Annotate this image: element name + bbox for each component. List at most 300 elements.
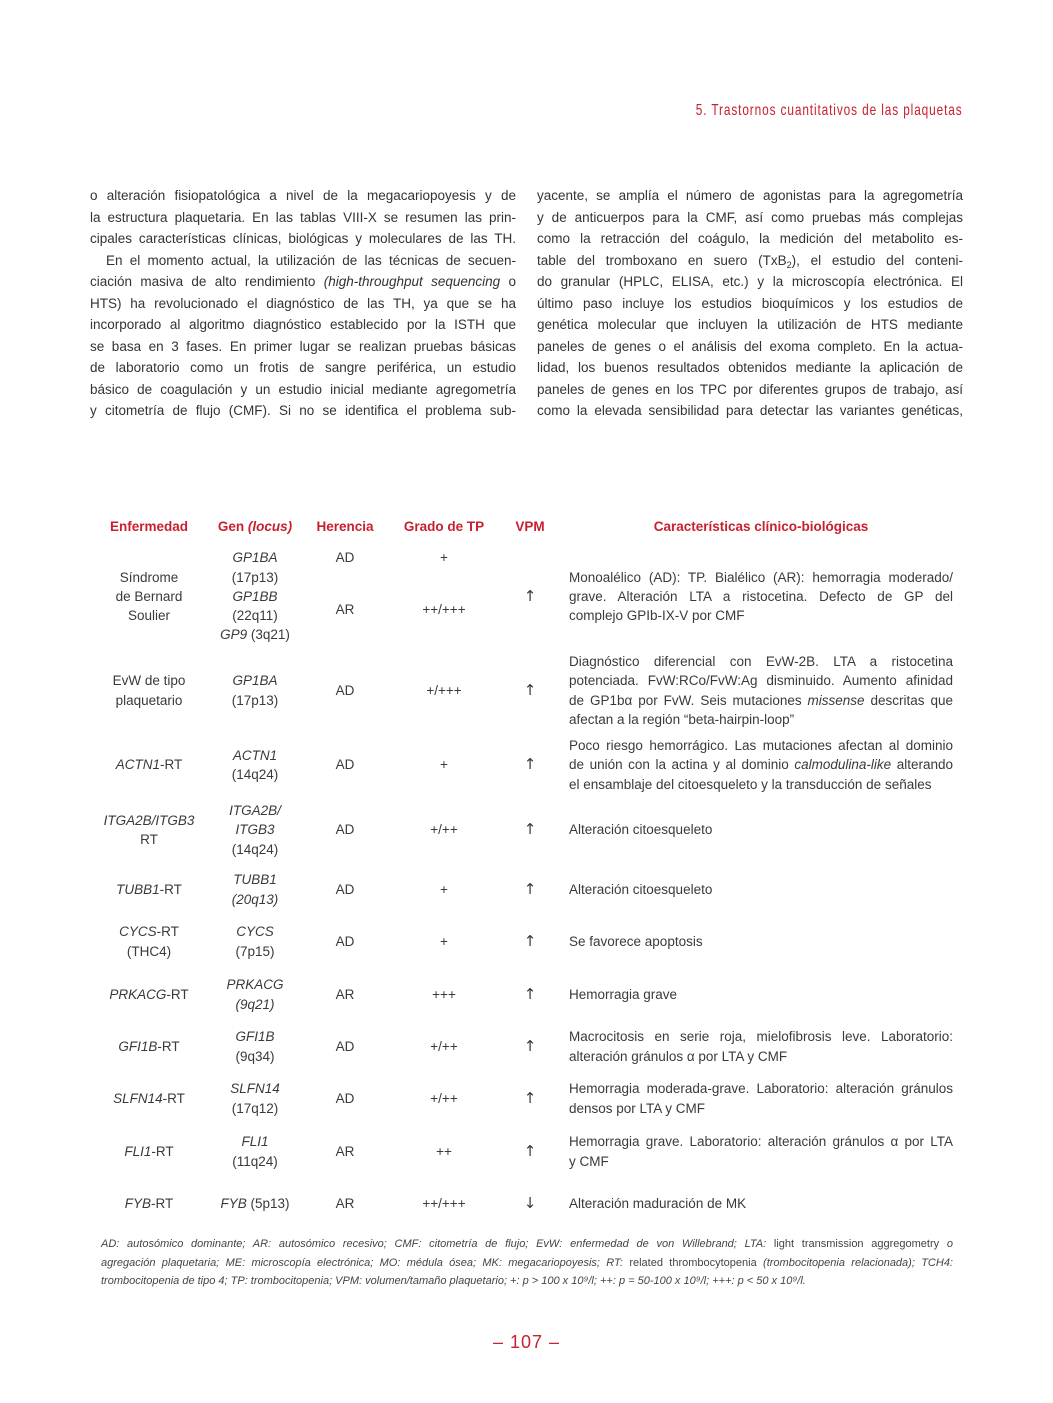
arrow-up-icon: ↑ xyxy=(523,820,537,839)
text-segment: Hemorragia grave xyxy=(569,986,678,1002)
text-segment: y CMF xyxy=(569,1153,609,1169)
text-segment: descritas que xyxy=(864,692,954,708)
vpm-cell xyxy=(508,1132,552,1171)
inheritance-cell xyxy=(305,736,385,794)
body-text-line xyxy=(537,293,963,315)
text-segment: Se favorece apoptosis xyxy=(569,933,703,949)
text-segment: (14q24) xyxy=(231,767,279,782)
text-segment: (7p15) xyxy=(235,943,275,959)
gene-line xyxy=(205,801,305,820)
gene-line xyxy=(205,1079,305,1098)
inheritance-value: AD xyxy=(335,1090,355,1106)
gene-line xyxy=(205,587,305,606)
table-header-row xyxy=(0,517,1053,537)
grade-value: +/+++ xyxy=(426,682,462,698)
features-line xyxy=(569,671,953,690)
body-text-line xyxy=(90,357,516,379)
inheritance-cell xyxy=(305,1132,385,1171)
grade-cell xyxy=(392,1194,496,1213)
text-segment: último paso incluye los estudios bioquímicos y los estudios de xyxy=(537,295,963,311)
page-number: – 107 – xyxy=(492,1332,561,1352)
gene-line xyxy=(205,1047,305,1066)
disease-line xyxy=(90,942,208,961)
table-row xyxy=(0,801,1053,859)
inheritance-value: AD xyxy=(335,682,355,698)
inheritance-value: AR xyxy=(335,602,355,617)
text-segment: el ensamblaje del citoesqueleto y la transducción de señales xyxy=(569,776,932,792)
body-text-line xyxy=(537,357,963,379)
text-segment: HTS) ha revolucionado el diagnóstico de las TH, ya que se ha xyxy=(90,295,516,311)
features-line xyxy=(569,1027,953,1046)
grade-value: + xyxy=(440,933,448,949)
text-segment: (trombocitopenia relacionada); TCH4: xyxy=(756,1256,953,1269)
disease-line xyxy=(90,985,208,1004)
disease-cell xyxy=(90,1132,208,1171)
inheritance-cell xyxy=(305,548,385,645)
gene-cell xyxy=(205,548,305,645)
text-segment: como la retracción del coágulo, la medición del metabolito es- xyxy=(537,231,963,246)
text-segment: PRKACG xyxy=(226,977,284,993)
disease-line xyxy=(90,1037,208,1056)
body-text-line xyxy=(90,228,516,250)
header-label xyxy=(569,517,953,536)
grade-value: + xyxy=(440,757,448,773)
grade-cell xyxy=(392,1027,496,1066)
features-line xyxy=(569,1047,953,1066)
grade-cell xyxy=(392,652,496,729)
text-segment: (3q21) xyxy=(247,627,290,643)
inheritance-value: AD xyxy=(335,550,355,565)
text-segment: SLFN14 xyxy=(230,1081,280,1097)
gene-line xyxy=(205,1194,305,1213)
features-line xyxy=(569,710,953,729)
disease-line xyxy=(90,568,208,587)
disease-cell xyxy=(90,1079,208,1118)
gene-line xyxy=(205,691,305,710)
text-segment: (17p13) xyxy=(231,569,279,585)
text-segment: GP1BB xyxy=(232,588,278,604)
header-label xyxy=(205,517,305,536)
text-segment: FYB xyxy=(124,1195,151,1211)
features-line xyxy=(569,1152,953,1171)
text-segment: do granular (HPLC, ELISA, etc.) y la microscopía electrónica. El xyxy=(537,274,963,289)
text-segment: (14q24) xyxy=(231,841,279,857)
disease-line xyxy=(90,922,208,941)
header-caracteristicas xyxy=(569,517,953,537)
gene-line xyxy=(205,671,305,690)
disease-line xyxy=(90,691,208,710)
running-title: 5. Trastornos cuantitativos de las plaquetas xyxy=(696,102,963,119)
text-segment: Diagnóstico diferencial con EvW-2B. LTA a ristocetina xyxy=(569,653,953,669)
features-line xyxy=(569,1099,953,1118)
gene-cell xyxy=(205,1132,305,1171)
vpm-cell xyxy=(508,652,552,729)
inheritance-cell xyxy=(305,1079,385,1118)
text-segment: ciación masiva de alto rendimiento xyxy=(90,274,324,289)
text-segment: Hemorragia grave. Laboratorio: alteración gránulos α por LTA xyxy=(569,1134,953,1150)
text-segment: -RT xyxy=(151,1143,174,1159)
inheritance-cell xyxy=(305,652,385,729)
text-segment: Síndrome xyxy=(119,569,179,585)
text-segment: complejo GPIb-IX-V por CMF xyxy=(569,608,745,624)
gene-line xyxy=(205,922,305,941)
vpm-cell xyxy=(508,1027,552,1066)
grade-value: +/++ xyxy=(430,1090,458,1106)
body-text-line xyxy=(90,271,516,293)
text-segment: de laboratorio como un frotis de sangre periférica, un estudio xyxy=(90,360,516,375)
footnote-line xyxy=(101,1272,953,1291)
features-cell xyxy=(569,922,953,961)
text-segment: (high-throughput sequencing xyxy=(323,274,501,289)
table-row xyxy=(0,1027,1053,1066)
grade-value: +/++ xyxy=(430,822,458,838)
text-segment: Herencia xyxy=(316,519,374,535)
text-segment: (locus) xyxy=(247,519,293,535)
text-segment: ITGB3 xyxy=(235,822,275,838)
text-segment: calmodulina-like xyxy=(794,757,892,773)
features-line xyxy=(569,1079,953,1098)
inheritance-cell xyxy=(305,922,385,961)
inheritance-value: AR xyxy=(335,1195,355,1211)
text-segment: Grado de TP xyxy=(403,519,485,535)
body-text-line xyxy=(537,228,963,250)
text-segment: incorporado al algoritmo diagnóstico establecido por la ISTH que xyxy=(90,317,516,332)
gene-line xyxy=(205,568,305,587)
gene-line xyxy=(205,548,305,567)
features-line xyxy=(569,932,953,951)
footnote-line xyxy=(101,1235,953,1254)
text-segment: ACTN1 xyxy=(232,747,278,763)
text-segment: de GP1bα por FvW. Seis mutaciones xyxy=(569,692,808,708)
text-segment: -RT xyxy=(156,924,179,940)
text-segment: (17q12) xyxy=(231,1100,279,1116)
body-text-line xyxy=(90,379,516,401)
text-segment: TUBB1 xyxy=(116,881,160,897)
gene-cell xyxy=(205,736,305,794)
header-herencia xyxy=(305,517,385,537)
body-text-line xyxy=(90,185,516,207)
body-text-line xyxy=(90,314,516,336)
features-line xyxy=(569,736,953,755)
inheritance-cell xyxy=(305,1194,385,1213)
gene-cell xyxy=(205,1027,305,1066)
grade-cell xyxy=(392,1132,496,1171)
text-segment: Enfermedad xyxy=(109,519,189,535)
vpm-cell xyxy=(508,548,552,645)
table-row xyxy=(0,1194,1053,1213)
text-segment: missense xyxy=(807,692,865,708)
features-cell xyxy=(569,870,953,909)
vpm-cell xyxy=(508,801,552,859)
header-label xyxy=(90,517,208,536)
text-segment: potenciada. FvW:RCo/FvW:Ag disminuido. Aumento afinidad xyxy=(569,673,953,689)
gene-cell xyxy=(205,801,305,859)
features-cell xyxy=(569,1027,953,1066)
disease-cell xyxy=(90,975,208,1014)
arrow-up-icon: ↑ xyxy=(523,984,537,1003)
features-line xyxy=(569,587,953,606)
header-label xyxy=(508,517,552,536)
disease-cell xyxy=(90,1194,208,1213)
body-text-line xyxy=(537,336,963,358)
text-segment: Características clínico-biológicas xyxy=(653,519,869,535)
text-segment: genética molecular que incluyen la utilización de HTS mediante xyxy=(537,317,963,332)
text-segment: Macrocitosis en serie roja, mielofibrosis leve. Laboratorio: xyxy=(569,1029,953,1045)
arrow-up-icon: ↑ xyxy=(523,879,537,898)
inheritance-value: AD xyxy=(335,757,355,773)
body-text-line xyxy=(90,336,516,358)
body-left-column xyxy=(90,185,516,422)
vpm-cell xyxy=(508,922,552,961)
grade-value: + xyxy=(440,550,448,565)
body-text-line xyxy=(537,400,963,422)
grade-cell xyxy=(392,1079,496,1118)
features-cell xyxy=(569,801,953,859)
table-row xyxy=(0,548,1053,645)
table-row xyxy=(0,922,1053,961)
features-cell xyxy=(569,975,953,1014)
text-segment: paneles de genes o el análisis del exoma completo. En la actua- xyxy=(537,338,963,354)
text-segment: cipales características clínicas, biológicas y moleculares de las TH. xyxy=(90,231,516,246)
vpm-cell xyxy=(508,870,552,909)
text-segment: básico de coagulación y un estudio inicial mediante agregometría xyxy=(90,381,516,397)
features-line xyxy=(569,606,953,625)
gene-line xyxy=(205,606,305,625)
inheritance-value: AD xyxy=(335,822,355,838)
text-segment: FYB xyxy=(220,1195,247,1211)
table-row xyxy=(0,1132,1053,1171)
features-line xyxy=(569,820,953,839)
grade-cell xyxy=(392,548,496,645)
inheritance-cell xyxy=(305,870,385,909)
inheritance-cell xyxy=(305,1027,385,1066)
header-vpm xyxy=(508,517,552,537)
grade-value: +++ xyxy=(432,986,456,1002)
body-text-line xyxy=(537,185,963,207)
arrow-down-icon: ↓ xyxy=(523,1193,537,1212)
features-line xyxy=(569,775,953,794)
gene-line xyxy=(205,840,305,859)
text-segment: ACTN1 xyxy=(115,757,160,773)
body-right-column xyxy=(537,185,963,422)
disease-line xyxy=(90,1194,208,1213)
gene-line xyxy=(205,890,305,909)
arrow-up-icon: ↑ xyxy=(523,586,537,605)
text-segment: CYCS xyxy=(236,924,274,940)
text-segment: Alteración maduración de MK xyxy=(569,1195,747,1211)
text-segment: GFI1B xyxy=(118,1038,158,1054)
text-segment: FLI1 xyxy=(124,1143,152,1159)
gene-line xyxy=(205,1132,305,1151)
text-segment: (5p13) xyxy=(246,1195,290,1211)
text-segment: (17p13) xyxy=(231,692,279,708)
gene-cell xyxy=(205,922,305,961)
text-segment: como la elevada sensibilidad para detectar las variantes genéticas, xyxy=(537,403,963,418)
text-segment: y de anticuerpos para la CMF, así como pruebas más complejas xyxy=(537,209,963,225)
text-segment: Soulier xyxy=(127,608,171,624)
body-text-line xyxy=(90,400,516,422)
body-text-line xyxy=(90,293,516,315)
text-segment: AD: autosómico dominante; AR: autosómico recesivo; CMF: citometría de flujo; EvW: enfermedad de von Willebrand; LTA: xyxy=(101,1238,774,1250)
text-segment: Alteración citoesqueleto xyxy=(569,881,713,897)
text-segment: plaquetario xyxy=(115,692,183,708)
gene-line xyxy=(205,1027,305,1046)
text-segment: (20q13) xyxy=(231,891,279,907)
text-segment: Alteración citoesqueleto xyxy=(569,822,713,838)
text-segment: SLFN14 xyxy=(113,1090,163,1106)
header-gen-locus xyxy=(205,517,305,537)
features-line xyxy=(569,755,953,774)
text-segment: PRKACG xyxy=(109,986,167,1002)
features-line xyxy=(569,880,953,899)
grade-cell xyxy=(392,801,496,859)
text-segment: alterando xyxy=(891,757,953,773)
features-cell xyxy=(569,1194,953,1213)
text-segment: Monoalélico (AD): TP. Bialélico (AR): hemorragia moderado/ xyxy=(569,569,953,585)
disease-line xyxy=(90,811,208,830)
arrow-up-icon: ↑ xyxy=(523,931,537,950)
text-segment: la estructura plaquetaria. En las tablas VIII-X se resumen las prin- xyxy=(90,209,516,225)
gene-line xyxy=(205,975,305,994)
disease-line xyxy=(90,587,208,606)
text-segment: VPM xyxy=(515,519,545,535)
gene-line xyxy=(205,746,305,765)
text-segment: GFI1B xyxy=(235,1029,275,1045)
text-segment: table del tromboxano en suero (TxB xyxy=(537,252,787,268)
text-segment: -RT xyxy=(157,1038,180,1054)
text-segment: Gen xyxy=(217,519,248,535)
text-segment: related thrombocytopenia xyxy=(629,1256,757,1269)
text-segment: Hemorragia moderada-grave. Laboratorio: alteración gránulos xyxy=(569,1081,953,1097)
vpm-cell xyxy=(508,1194,552,1213)
disease-line xyxy=(90,671,208,690)
footnote-line xyxy=(101,1254,953,1273)
header-enfermedad xyxy=(90,517,208,537)
subscript-text: 2 xyxy=(786,259,792,270)
gene-line xyxy=(205,995,305,1014)
text-segment: (THC4) xyxy=(126,943,172,959)
body-text-line xyxy=(537,314,963,336)
disease-cell xyxy=(90,652,208,729)
text-segment: o xyxy=(500,274,517,289)
gene-line xyxy=(205,1152,305,1171)
body-text-line xyxy=(537,379,963,401)
table-row xyxy=(0,736,1053,794)
text-segment: GP9 xyxy=(220,627,248,643)
grade-cell xyxy=(392,975,496,1014)
gene-line xyxy=(205,870,305,889)
text-segment: EvW de tipo xyxy=(112,673,186,689)
text-segment: se basa en 3 fases. En primer lugar se realizan pruebas básicas xyxy=(90,338,516,354)
grade-cell xyxy=(392,922,496,961)
features-line xyxy=(569,691,953,710)
gene-line xyxy=(205,765,305,784)
disease-line xyxy=(90,830,208,849)
gene-line xyxy=(205,942,305,961)
text-segment: -RT xyxy=(162,1090,185,1106)
features-line xyxy=(569,1132,953,1151)
arrow-up-icon: ↑ xyxy=(523,1088,537,1107)
arrow-up-icon: ↑ xyxy=(523,680,537,699)
text-segment: (9q34) xyxy=(235,1048,275,1064)
body-text-line xyxy=(537,250,963,272)
features-line xyxy=(569,568,953,587)
text-segment: y citometría de flujo (CMF). Si no se identifica el problema sub- xyxy=(90,403,516,418)
text-segment: lidad, los buenos resultados obtenidos mediante la aplicación de xyxy=(537,360,963,375)
disease-line xyxy=(90,606,208,625)
features-line xyxy=(569,985,953,1004)
grade-cell xyxy=(392,736,496,794)
text-segment: o xyxy=(939,1238,953,1250)
inheritance-value: AD xyxy=(335,933,355,949)
text-segment: de unión con la actina y al dominio xyxy=(569,757,795,773)
header-label xyxy=(392,517,496,536)
text-segment: grave. Alteración LTA a ristocetina. Defecto de GP del xyxy=(569,588,953,604)
text-segment: En el momento actual, la utilización de las técnicas de secuen- xyxy=(106,252,516,268)
disease-line xyxy=(90,880,208,899)
grade-cell xyxy=(392,870,496,909)
text-segment: FLI1 xyxy=(241,1134,269,1150)
features-cell xyxy=(569,736,953,794)
inheritance-cell xyxy=(305,975,385,1014)
disease-line xyxy=(90,1089,208,1108)
text-segment: yacente, se amplía el número de agonistas para la agregometría xyxy=(537,188,963,203)
text-segment: RT xyxy=(140,832,158,847)
disease-cell xyxy=(90,870,208,909)
gene-cell xyxy=(205,1194,305,1213)
gene-cell xyxy=(205,652,305,729)
features-line xyxy=(569,652,953,671)
body-text-line xyxy=(537,207,963,229)
grade-value: ++/+++ xyxy=(422,1195,466,1211)
text-segment: GP1BA xyxy=(232,550,278,566)
text-segment: afectan a la región “beta-hairpin-loop” xyxy=(569,711,795,727)
text-segment: densos por LTA y CMF xyxy=(569,1100,706,1116)
disease-cell xyxy=(90,922,208,961)
text-segment: CYCS xyxy=(119,924,157,940)
header-label xyxy=(305,517,385,536)
text-segment: -RT xyxy=(151,1195,174,1211)
text-segment: (11q24) xyxy=(232,1153,278,1169)
inheritance-value: AR xyxy=(335,986,355,1002)
disease-line xyxy=(90,1142,208,1161)
text-segment: alteración gránulos α por LTA y CMF xyxy=(569,1048,788,1064)
text-segment: -RT xyxy=(159,881,182,897)
gene-cell xyxy=(205,870,305,909)
vpm-cell xyxy=(508,736,552,794)
text-segment: o alteración fisiopatológica a nivel de la megacariopoyesis y de xyxy=(90,188,516,203)
table-row xyxy=(0,1079,1053,1118)
gene-cell xyxy=(205,1079,305,1118)
inheritance-value: AD xyxy=(335,1038,355,1054)
text-segment: ITGA2B/ xyxy=(229,803,281,819)
text-segment: de Bernard xyxy=(115,588,183,604)
text-segment: -RT xyxy=(160,757,183,773)
features-cell xyxy=(569,652,953,729)
text-segment: (22q11) xyxy=(232,608,278,624)
vpm-cell xyxy=(508,1079,552,1118)
inheritance-cell xyxy=(305,801,385,859)
grade-value: +/++ xyxy=(430,1038,458,1054)
text-segment: ), el estudio del conteni- xyxy=(791,252,963,268)
disease-cell xyxy=(90,801,208,859)
text-segment: agregación plaquetaria; ME: microscopía electrónica; MO: médula ósea; MK: megacariopoyesis; RT: xyxy=(101,1256,630,1269)
gene-line xyxy=(205,625,305,644)
inheritance-value: AD xyxy=(335,881,355,897)
text-segment: light transmission aggregometry xyxy=(773,1238,940,1250)
text-segment: paneles de genes en los TPC por diferentes grupos de trabajo, así xyxy=(537,381,963,397)
gene-line xyxy=(205,1099,305,1118)
